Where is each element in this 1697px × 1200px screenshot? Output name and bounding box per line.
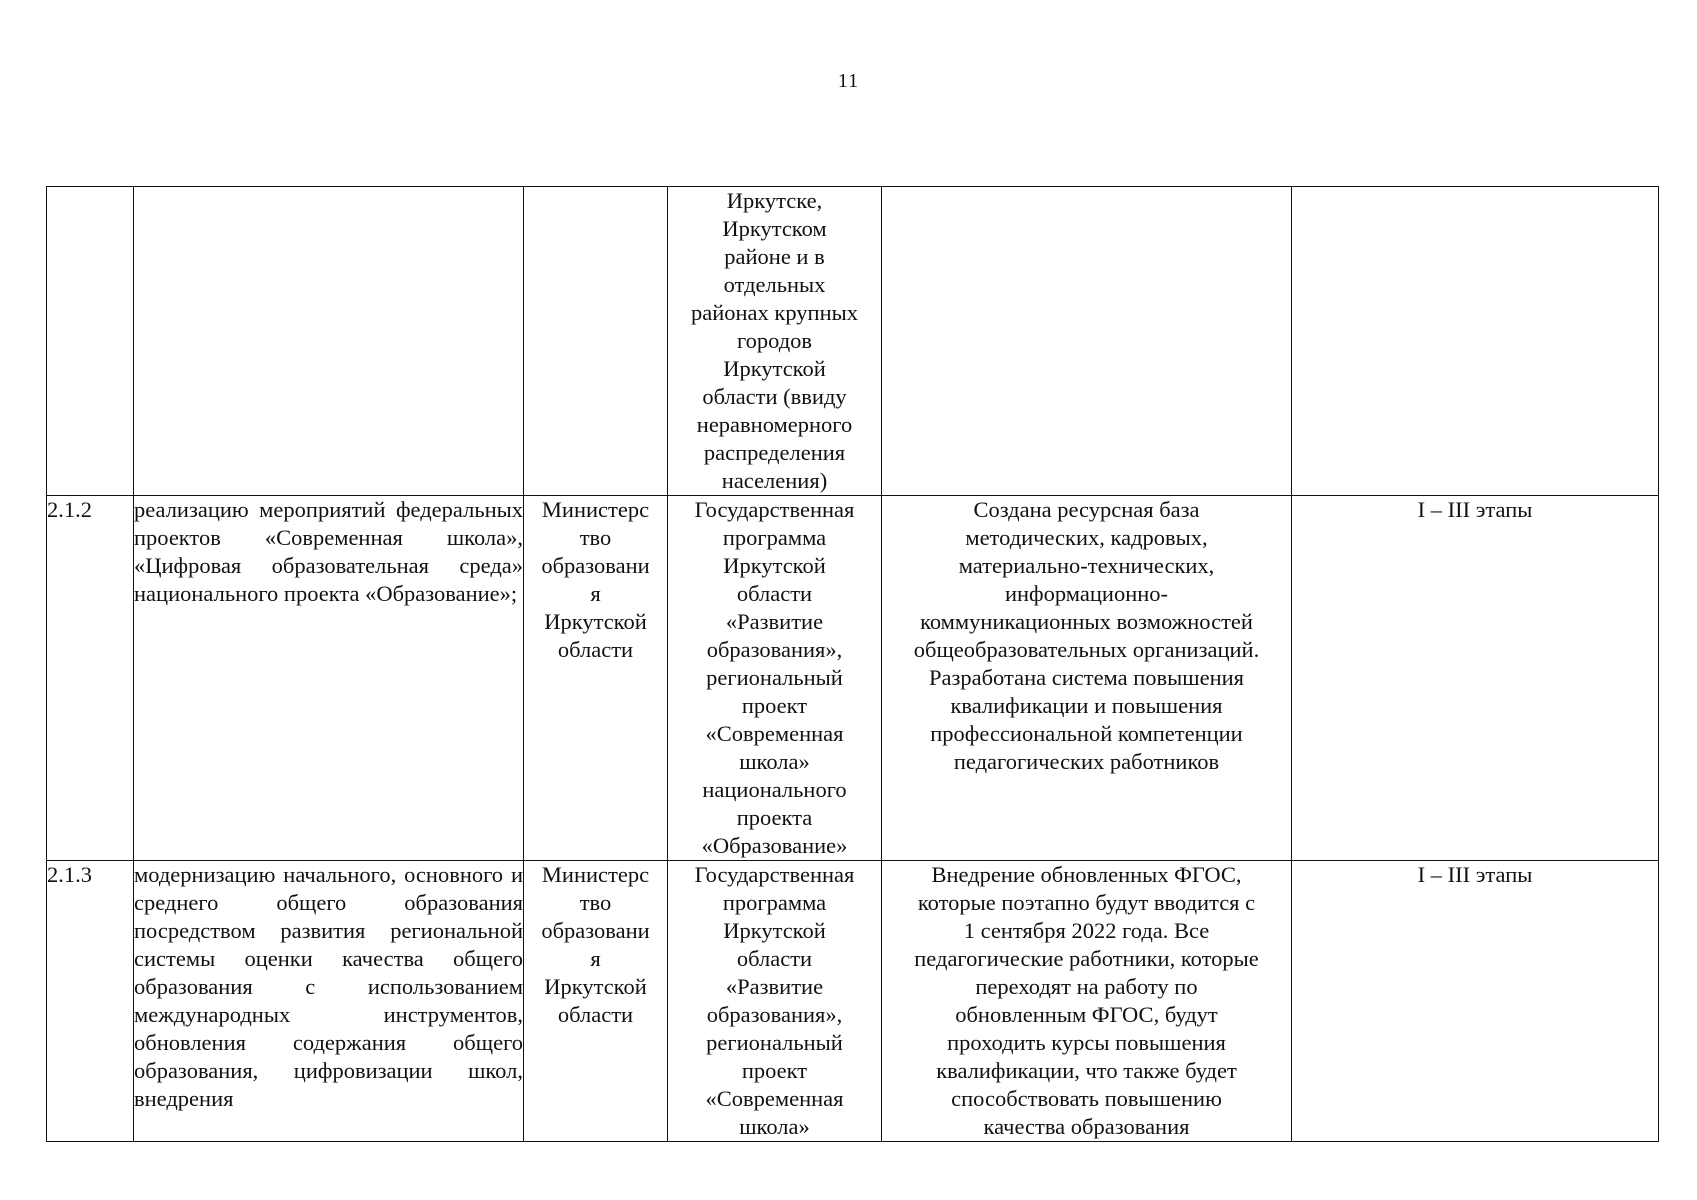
result-line: способствовать повышению <box>951 1086 1222 1111</box>
source-line: проекта <box>736 805 813 830</box>
source-line: проект <box>741 693 808 718</box>
result-line: Разработана система повышения <box>928 665 1245 690</box>
source-line: области <box>736 946 813 971</box>
result-line: общеобразовательных организаций. <box>913 637 1260 662</box>
source-line: распределения <box>703 440 846 465</box>
source-line: региональный <box>706 665 843 690</box>
executor-line: я <box>590 946 601 971</box>
source-line: городов <box>736 328 813 353</box>
source-line: школа» <box>739 749 810 774</box>
result-line: проходить курсы повышения <box>947 1030 1226 1055</box>
result-line: квалификации, что также будет <box>936 1058 1237 1083</box>
executor-line: Министерс <box>541 497 650 522</box>
executor-cell <box>524 496 668 861</box>
measure-cell <box>134 861 524 1142</box>
source-line: проект <box>741 1058 808 1083</box>
source-line: программа <box>722 890 827 915</box>
result-line: обновленным ФГОС, будут <box>955 1002 1218 1027</box>
source-line: «Современная <box>705 1086 844 1111</box>
measure-text: реализацию мероприятий федеральных проектов «Современная школа», «Цифровая образовательная среда» национального проекта «Образование»; <box>134 497 523 606</box>
stages-text: I – III этапы <box>1417 497 1533 522</box>
row-number-cell <box>47 861 134 1142</box>
executor-line: Иркутской <box>544 974 647 999</box>
source-line: Иркутском <box>722 216 827 241</box>
stages-cell <box>1292 496 1659 861</box>
source-line: отдельных <box>723 272 826 297</box>
source-line: Иркутской <box>723 553 826 578</box>
result-line: педагогических работников <box>953 749 1220 774</box>
result-line: материально-технических, <box>958 553 1215 578</box>
source-line: Иркутской <box>723 356 826 381</box>
source-line: программа <box>722 525 827 550</box>
source-line: Иркутской <box>723 918 826 943</box>
result-line: Создана ресурсная база <box>973 497 1200 522</box>
row-number: 2.1.2 <box>47 497 92 522</box>
result-line: коммуникационных возможностей <box>920 609 1253 634</box>
executor-cell <box>524 861 668 1142</box>
executor-line: области <box>557 1002 634 1027</box>
result-line: переходят на работу по <box>975 974 1198 999</box>
executor-line: тво <box>579 525 612 550</box>
result-cell <box>882 861 1292 1142</box>
result-line: Внедрение обновленных ФГОС, <box>931 862 1242 887</box>
result-line: педагогические работники, которые <box>914 946 1259 971</box>
source-line: «Образование» <box>701 833 848 858</box>
source-line: населения) <box>721 468 828 493</box>
source-cell <box>668 496 882 861</box>
stages-cell <box>1292 861 1659 1142</box>
executor-line: образовани <box>541 553 650 578</box>
source-line: национального <box>702 777 847 802</box>
source-line: Иркутске, <box>726 188 823 213</box>
table-row <box>47 187 1659 496</box>
source-line: Государственная <box>694 862 855 887</box>
measure-cell <box>134 187 524 496</box>
source-line: образования», <box>706 1002 843 1027</box>
source-line: «Развитие <box>725 609 824 634</box>
result-line: методических, кадровых, <box>965 525 1208 550</box>
source-line: образования», <box>706 637 843 662</box>
source-line: районе и в <box>724 244 825 269</box>
row-number-cell <box>47 496 134 861</box>
row-number: 2.1.3 <box>47 862 92 887</box>
source-line: области <box>736 581 813 606</box>
executor-cell <box>524 187 668 496</box>
source-cell <box>668 187 882 496</box>
source-line: Государственная <box>694 497 855 522</box>
executor-line: образовани <box>541 918 650 943</box>
result-cell <box>882 496 1292 861</box>
source-line: региональный <box>706 1030 843 1055</box>
result-cell <box>882 187 1292 496</box>
executor-line: тво <box>579 890 612 915</box>
executor-line: Иркутской <box>544 609 647 634</box>
result-line: которые поэтапно будут вводится с <box>917 890 1256 915</box>
source-line: «Современная <box>705 721 844 746</box>
measures-table <box>46 186 1659 1142</box>
result-line: квалификации и повышения <box>950 693 1223 718</box>
source-line: области (ввиду <box>702 384 847 409</box>
source-line: школа» <box>739 1114 810 1139</box>
source-line: районах крупных <box>690 300 858 325</box>
measure-text: модернизацию начального, основного и среднего общего образования посредством развития региональной системы оценки качества общего образования с использованием международных инструментов, обновления содержания общего образования, цифровизации школ, внедрения <box>134 862 523 1111</box>
result-line: качества образования <box>983 1114 1190 1139</box>
source-cell <box>668 861 882 1142</box>
page-number: 11 <box>837 70 860 92</box>
source-line: «Развитие <box>725 974 824 999</box>
result-line: информационно- <box>1004 581 1169 606</box>
stages-cell <box>1292 187 1659 496</box>
stages-text: I – III этапы <box>1417 862 1533 887</box>
table-row <box>47 496 1659 861</box>
executor-line: я <box>590 581 601 606</box>
source-line: неравномерного <box>696 412 853 437</box>
row-number-cell <box>47 187 134 496</box>
table-row <box>47 861 1659 1142</box>
result-line: 1 сентября 2022 года. Все <box>963 918 1210 943</box>
executor-line: Министерс <box>541 862 650 887</box>
executor-line: области <box>557 637 634 662</box>
result-line: профессиональной компетенции <box>930 721 1243 746</box>
measure-cell <box>134 496 524 861</box>
